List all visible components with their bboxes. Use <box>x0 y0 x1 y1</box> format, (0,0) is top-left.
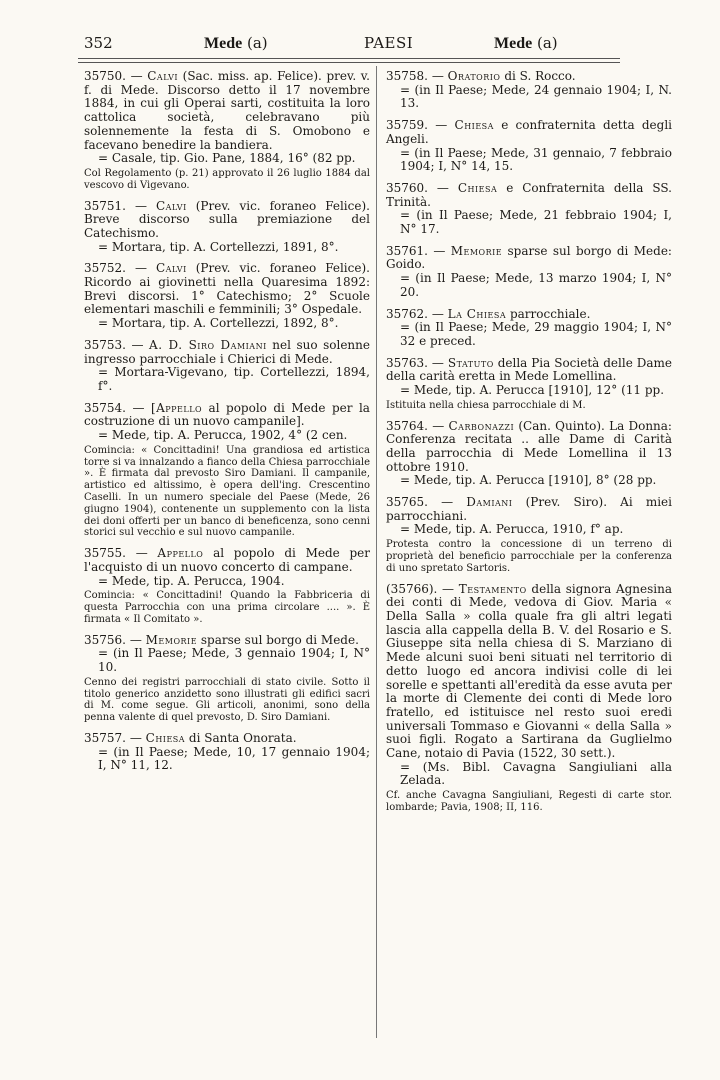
entry-title: parrocchiale. <box>509 306 591 321</box>
entry-text: 35759. — Chiesa e confraternita detta degli Angeli. <box>386 118 672 146</box>
entry-number: 35765. <box>386 495 428 510</box>
entry-note-text: Istituita nella chiesa parrocchiale di M. <box>386 399 586 411</box>
header-section-title: PAESI <box>364 34 414 52</box>
entry-author: Calvi <box>155 261 187 276</box>
entry-publication: = Mortara-Vigevano, tip. Cortellezzi, 1894, f°. <box>98 365 370 393</box>
entry-number: 35757. <box>84 730 126 745</box>
entry-publication: = (in Il Paese; Mede, 21 febbraio 1904; I, N° 17. <box>400 208 672 237</box>
entry-text: 35762. — La Chiesa parrocchiale. <box>386 306 591 321</box>
entry-publication: = (in Il Paese; Mede, 10, 17 gennaio 1904; I, N° 11, 12. <box>98 744 370 773</box>
bibliography-entry <box>386 496 672 575</box>
entry-title: (Prev. Siro). Ai miei parrocchiani. <box>386 495 672 523</box>
entry-author: Appello <box>157 546 204 561</box>
entry-number: 35752. <box>84 261 126 276</box>
entry-text: 35752. — Calvi (Prev. vic. foraneo Felice). Ricordo ai giovinetti nella Quaresima 1892: Brevi discorsi. 1° Catechismo; 2° Scuole elementari maschili e femminili; 3° Ospedale. <box>84 261 370 317</box>
bibliography-entry <box>386 357 672 412</box>
bibliography-entry <box>386 583 672 814</box>
bibliography-entry <box>84 732 370 773</box>
bibliography-entry <box>84 634 370 724</box>
entry-publication: = Casale, tip. Gio. Pane, 1884, 16° (82 pp. <box>98 151 356 166</box>
entry-text: (35766). — Testamento della signora Agnesina dei conti di Mede, vedova di Giov. Maria « Della Salla » colla quale fra gli altri legati lascia alla cappella della B. V. del Rosario e S. Giuseppe sita nella chiesa di S. Marziano di Mede alcuni suoi beni situati nel territorio di detto luogo ed ancora indivisi colle di lei sorelle e spettanti all'eredità da esse avuta per la morte di Clemente dei conti di Mede loro fratello, ed istituisce nel resto suoi eredi universali Tommaso e Giovanni « della Salla » suoi figli. Rogato a Sartirana da Guglielmo Cane, notaio di Pavia (1522, 30 sett.). <box>386 581 673 761</box>
header-left-title: Mede (a) <box>204 34 268 52</box>
entry-publication: = (in Il Paese; Mede, 3 gennaio 1904; I, N° 10. <box>98 646 370 675</box>
entry-note <box>386 790 672 814</box>
entry-note-text: Comincia: « Concittadini! Quando la Fabbriceria di questa Parrocchia con una prima circolare .... ». È firmata « Il Comitato ». <box>84 590 370 625</box>
entry-number: 35754. <box>84 400 126 415</box>
entry-note-text: Cenno dei registri parrocchiali di stato civile. Sotto il titolo generico anzidetto sono illustrati gli edifici sacri di M. come segue. Gli articoli, anonimi, sono della penna valente di quel prevosto, D. Siro Damiani. <box>84 676 370 724</box>
entry-publication: = Mortara, tip. A. Cortellezzi, 1891, 8°. <box>98 239 339 254</box>
entry-title: (Prev. vic. foraneo Felice). Ricordo ai giovinetti nella Quaresima 1892: Brevi discorsi. 1° Catechismo; 2° Scuole elementari maschili e femminili; 3° Ospedale. <box>84 261 370 317</box>
entry-author: Testamento <box>458 581 527 596</box>
entry-note-text: Comincia: « Concittadini! Una grandiosa ed artistica torre si va innalzando a fianco della Chiesa parrocchiale ». È firmata dal prevosto Siro Damiani. Il campanile, artistico ed altissimo, è opera dell'ing. Crescentino Caselli. In un numero speciale del Paese (Mede, 26 giugno 1904), contenente un supplemento con la lista dei doni offerti per un banco di beneficenza, sono cenni storici sul vecchio e sul nuovo campanile. <box>84 444 370 539</box>
entry-publication: = Mede, tip. A. Perucca, 1910, f° ap. <box>400 522 624 537</box>
entry-publication: = Mede, tip. A. Perucca, 1902, 4° (2 cen. <box>98 428 348 443</box>
entry-title: (Can. Quinto). La Donna: Conferenza recitata .. alle Dame di Carità della parrocchia di Mede Lomellina il 13 ottobre 1910. <box>386 418 672 474</box>
entry-title: e Confraternita della SS. Trinità. <box>386 180 672 209</box>
entry-author: Carbonazzi <box>448 418 515 433</box>
entry-number: 35756. <box>84 632 126 647</box>
entry-publication: = Mortara, tip. A. Cortellezzi, 1892, 8°. <box>98 316 339 331</box>
right-column <box>386 70 672 822</box>
entry-author: Damiani <box>466 495 513 510</box>
page-number: 352 <box>84 34 113 52</box>
entry-note <box>386 400 672 412</box>
entry-text: 35754. — [Appello al popolo di Mede per la costruzione di un nuovo campanile]. <box>84 400 370 429</box>
left-column <box>84 70 370 781</box>
entry-title: della Pia Società delle Dame della carità eretta in Mede Lomellina. <box>386 355 672 384</box>
entry-number: 35758. <box>386 69 428 83</box>
entry-title: al popolo di Mede per la costruzione di un nuovo campanile]. <box>84 400 370 429</box>
entry-number: 35763. <box>386 355 428 370</box>
entry-number: 35760. <box>386 180 428 195</box>
entry-publication: = (in Il Paese; Mede, 24 gennaio 1904; I, N. 13. <box>400 82 672 111</box>
bibliography-entry <box>386 182 672 237</box>
running-header <box>84 30 620 56</box>
entry-text: 35764. — Carbonazzi (Can. Quinto). La Donna: Conferenza recitata .. alle Dame di Carità della parrocchia di Mede Lomellina il 13 ottobre 1910. <box>386 418 672 474</box>
header-rule-top <box>78 58 620 59</box>
entry-publication: = Mede, tip. A. Perucca [1910], 12° (11 pp. <box>400 383 665 398</box>
entry-title: di Santa Onorata. <box>188 730 297 745</box>
entry-author: Chiesa <box>145 730 186 745</box>
bibliography-entry <box>386 308 672 349</box>
entry-text: 35753. — A. D. Siro Damiani nel suo solenne ingresso parrocchiale i Chierici di Mede. <box>84 337 370 366</box>
entry-title: e confraternita detta degli Angeli. <box>386 118 672 146</box>
bibliography-entry <box>84 200 370 255</box>
entry-text: 35756. — Memorie sparse sul borgo di Mede. <box>84 632 359 647</box>
entry-text: 35761. — Memorie sparse sul borgo di Mede: Goido. <box>386 243 672 272</box>
bibliography-entry <box>386 245 672 300</box>
entry-note <box>84 590 370 625</box>
entry-publication: = (in Il Paese; Mede, 13 marzo 1904; I, N° 20. <box>400 271 672 299</box>
entry-text: 35765. — Damiani (Prev. Siro). Ai miei parrocchiani. <box>386 495 672 523</box>
entry-author: Oratorio <box>447 69 501 83</box>
entry-publication: = Mede, tip. A. Perucca [1910], 8° (28 pp. <box>400 473 657 488</box>
bibliography-entry <box>386 119 672 174</box>
entry-author: La Chiesa <box>447 306 507 321</box>
entry-number: 35755. <box>84 546 126 561</box>
entry-author: [Appello <box>150 400 203 415</box>
entry-number: 35762. <box>386 306 428 321</box>
entry-text: 35760. — Chiesa e Confraternita della SS. Trinità. <box>386 180 672 209</box>
entry-author: Chiesa <box>457 180 498 195</box>
bibliography-entry <box>84 70 370 192</box>
entry-publication: = (in Il Paese; Mede, 29 maggio 1904; I, N° 32 e preced. <box>400 320 672 348</box>
entry-note <box>84 445 370 539</box>
entry-author: Chiesa <box>454 118 494 133</box>
bibliography-entry <box>386 70 672 111</box>
bibliography-entry <box>84 262 370 331</box>
entry-author: Statuto <box>447 355 494 370</box>
entry-note <box>84 677 370 724</box>
entry-note-text: Protesta contro la concessione di un terreno di proprietà del beneficio parrocchiale per la conferenza di uno spretato Sartoris. <box>386 539 672 574</box>
entry-number: 35759. <box>386 118 428 133</box>
entry-text: 35757. — Chiesa di Santa Onorata. <box>84 730 297 745</box>
column-divider <box>376 66 377 1038</box>
header-rule-bottom <box>78 62 620 63</box>
bibliography-entry <box>84 547 370 626</box>
bibliography-entry <box>84 402 370 539</box>
entry-text: 35751. — Calvi (Prev. vic. foraneo Felice). Breve discorso sulla premiazione del Catechismo. <box>84 198 370 240</box>
entry-number: 35764. <box>386 418 428 433</box>
entry-text: 35750. — Calvi (Sac. miss. ap. Felice). prev. v. f. di Mede. Discorso detto il 17 novembre 1884, in cui gli Operai sarti, costituita la loro cattolica società, celebravano più solennemente la festa di S. Omobono e facevano benedire la bandiera. <box>84 69 370 152</box>
entry-publication: = (in Il Paese; Mede, 31 gennaio, 7 febbraio 1904; I, N° 14, 15. <box>400 145 672 174</box>
entry-text: 35758. — Oratorio di S. Rocco. <box>386 69 576 83</box>
entry-title: (Sac. miss. ap. Felice). prev. v. f. di Mede. Discorso detto il 17 novembre 1884, in cui gli Operai sarti, costituita la loro cattolica società, celebravano più solennemente la festa di S. Omobono e facevano benedire la bandiera. <box>84 69 370 152</box>
bibliography-entry <box>386 420 672 489</box>
entry-note-text: Col Regolamento (p. 21) approvato il 26 luglio 1884 dal vescovo di Vigevano. <box>84 167 370 191</box>
entry-title: sparse sul borgo di Mede: Goido. <box>386 243 672 272</box>
entry-number: 35750. <box>84 69 126 83</box>
entry-title: (Prev. vic. foraneo Felice). Breve discorso sulla premiazione del Catechismo. <box>84 198 370 240</box>
entry-title: al popolo di Mede per l'acquisto di un nuovo concerto di campane. <box>84 546 370 574</box>
entry-title: nel suo solenne ingresso parrocchiale i Chierici di Mede. <box>84 337 370 366</box>
entry-note <box>84 168 370 192</box>
entry-title: sparse sul borgo di Mede. <box>200 632 359 647</box>
entry-author: Memorie <box>145 632 198 647</box>
entry-note <box>386 539 672 574</box>
entry-number: (35766). <box>386 581 438 596</box>
entry-title: di S. Rocco. <box>504 69 576 83</box>
entry-publication: = Mede, tip. A. Perucca, 1904. <box>98 573 285 588</box>
entry-text: 35755. — Appello al popolo di Mede per l'acquisto di un nuovo concerto di campane. <box>84 546 370 574</box>
entry-number: 35761. <box>386 243 428 258</box>
entry-note-text: Cf. anche Cavagna Sangiuliani, Regesti di carte stor. lombarde; Pavia, 1908; II, 116. <box>386 790 672 813</box>
entry-publication: = (Ms. Bibl. Cavagna Sangiuliani alla Zelada. <box>400 759 672 788</box>
bibliography-entry <box>84 339 370 394</box>
entry-title: della signora Agnesina dei conti di Mede, vedova di Giov. Maria « Della Salla » colla quale fra gli altri legati lascia alla cappella della B. V. del Rosario e S. Giuseppe sita nella chiesa di S. Marziano di Mede alcuni suoi beni situati nel territorio di detto luogo ed ancora indivisi colle di lei sorelle e spettanti all'eredità da esse avuta per la morte di Clemente dei conti di Mede loro fratello, ed istituisce nel resto suoi eredi universali Tommaso e Giovanni « della Salla » suoi figli. Rogato a Sartirana da Guglielmo Cane, notaio di Pavia (1522, 30 sett.). <box>386 581 673 761</box>
entry-author: Calvi <box>147 69 179 83</box>
header-right-title: Mede (a) <box>494 34 558 52</box>
entry-number: 35751. <box>84 198 126 213</box>
entry-number: 35753. <box>84 337 126 352</box>
entry-author: Memorie <box>450 243 503 258</box>
entry-text: 35763. — Statuto della Pia Società delle Dame della carità eretta in Mede Lomellina. <box>386 355 672 384</box>
entry-author: A. D. Siro Damiani <box>149 337 267 352</box>
entry-author: Calvi <box>155 198 187 213</box>
